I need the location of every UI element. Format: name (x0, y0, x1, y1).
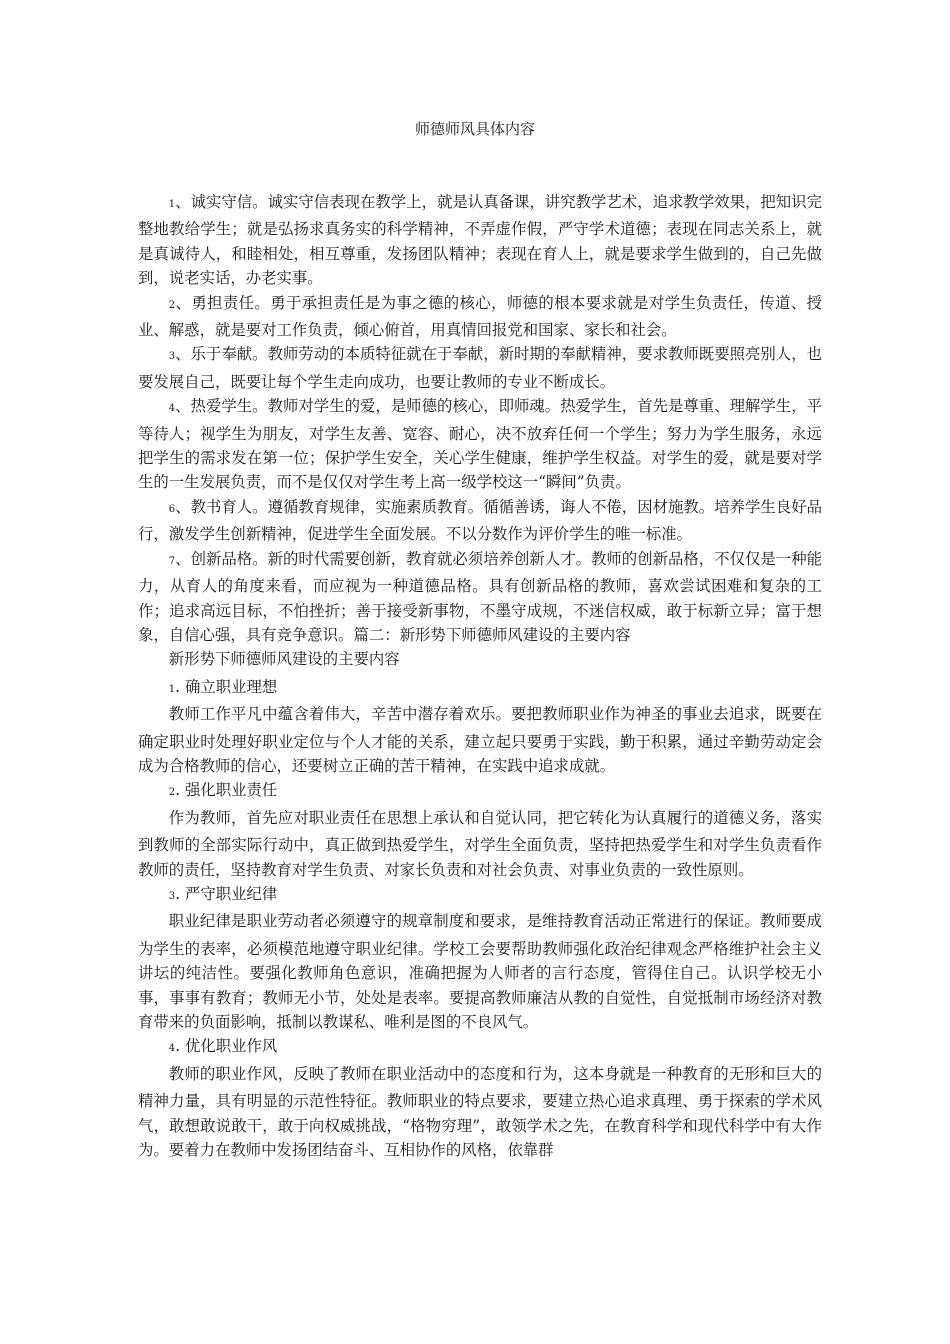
paragraph-discipline (138, 909, 822, 1034)
paragraph-innovation (138, 547, 822, 648)
paragraph-dedication (138, 342, 822, 394)
document-body (138, 190, 822, 1162)
paragraph-text: 作为教师，首先应对职业责任在思想上承认和自觉认同，把它转化为认真履行的道德义务，落实到教师的全部实际行动中，真正做到热爱学生，对学生全面负责，坚持把热爱学生和对学生负责看作教师的责任，坚持教育对学生负责、对家长负责和对社会负责、对事业负责的一致性原则。 (138, 808, 822, 879)
item-number: 1 (168, 199, 176, 210)
item-number: 7 (168, 555, 176, 567)
subheading-ideal (138, 675, 822, 702)
paragraph-text: 新形势下师德师风建设的主要内容 (168, 650, 400, 669)
item-number: 3 (168, 890, 176, 902)
paragraph-style (138, 1062, 822, 1163)
paragraph-ideal (138, 702, 822, 778)
paragraph-text: . 优化职业作风 (175, 1037, 278, 1056)
paragraph-text: 、乐于奉献。教师劳动的本质特征就在于奉献，新时期的奉献精神，要求教师既要照亮别人，也要发展自己，既要让每个学生走向成功，也要让教师的专业不断成长。 (138, 345, 822, 391)
subheading-responsibility (138, 778, 822, 805)
subheading-style (138, 1034, 822, 1061)
item-number: 4 (168, 1043, 176, 1055)
paragraph-text: . 强化职业责任 (175, 781, 278, 800)
paragraph-text: 职业纪律是职业劳动者必须遵守的规章制度和要求，是维持教育活动正常进行的保证。教师要成为学生的表率，必须模范地遵守职业纪律。学校工会要帮助教师强化政治纪律观念严格维护社会主义讲坛的纯洁性。要强化教师角色意识，准确把握为人师者的言行态度，管得住自己。认识学校无小事，事事有教育；教师无小节，处处是表率。要提高教师廉洁从教的自觉性，自觉抵制市场经济对教育带来的负面影响，抵制以教谋私、唯利是图的不良风气。 (138, 912, 822, 1031)
paragraph-teaching (138, 495, 822, 547)
paragraph-love-students (138, 394, 822, 495)
subheading-discipline (138, 882, 822, 909)
section-heading (138, 647, 822, 674)
paragraph-text: 、热爱学生。教师对学生的爱，是师德的核心，即师魂。热爱学生，首先是尊重、理解学生，平等待人；视学生为朋友，对学生友善、宽容、耐心，决不放弃任何一个学生；努力为学生服务，永远把学生的需求发在第一位；保护学生安全，关心学生健康，维护学生权益。对学生的爱，就是要对学生的一生发展负责，而不是仅仅对学生考上高一级学校这一“瞬间”负责。 (138, 397, 822, 492)
paragraph-text: 教师工作平凡中蕴含着伟大，辛苦中潜存着欢乐。要把教师职业作为神圣的事业去追求，既要在确定职业时处理好职业定位与个人才能的关系，建立起只要勇于实践，勤于积累，通过辛勤劳动定会成为合格教师的信心，还要树立正确的苦干精神，在实践中追求成就。 (138, 705, 822, 775)
paragraph-text: 、教书育人。遵循教育规律，实施素质教育。循循善诱，诲人不倦，因材施教。培养学生良好品行，激发学生创新精神，促进学生全面发展。不以分数作为评价学生的唯一标准。 (138, 497, 822, 544)
item-number: 1 (168, 683, 176, 695)
item-number: 2 (168, 787, 176, 799)
paragraph-duty (138, 806, 822, 882)
paragraph-text: 、创新品格。新的时代需要创新，教育就必须培养创新人才。教师的创新品格，不仅仅是一种能力，从育人的角度来看，而应视为一种道德品格。具有创新品格的教师，喜欢尝试困难和复杂的工作；追求高远目标，不怕挫折；善于接受新事物，不墨守成规，不迷信权威，敢于标新立异；富于想象，自信心强，具有竞争意识。篇二：新形势下师德师风建设的主要内容 (138, 549, 822, 644)
paragraph-text: 、诚实守信。诚实守信表现在教学上，就是认真备课，讲究教学艺术，追求教学效果，把知识完整地教给学生；就是弘扬求真务实的科学精神，不弄虚作假，严守学术道德；表现在同志关系上，就是真诚待人，和睦相处，相互尊重，发扬团队精神；表现在育人上，就是要求学生做到的，自己先做到，说老实话，办老实事。 (138, 193, 822, 288)
paragraph-text: 教师的职业作风，反映了教师在职业活动中的态度和行为，这本身就是一种教育的无形和巨大的精神力量，具有明显的示范性特征。教师职业的特点要求，要建立热心追求真理、勇于探索的学术风气，敢想敢说敢干，敢于向权威挑战，“格物穷理”，敢领学术之先，在教育科学和现代科学中有大作为。要着力在教师中发扬团结奋斗、互相协作的风格，依靠群 (138, 1064, 822, 1160)
item-number: 3 (168, 351, 176, 363)
paragraph-text: 、勇担责任。勇于承担责任是为事之德的核心，师德的根本要求就是对学生负责任，传道、授业、解惑，就是要对工作负责，倾心俯首，用真情回报党和国家、家长和社会。 (138, 293, 822, 340)
paragraph-text: . 确立职业理想 (175, 677, 278, 696)
item-number: 4 (168, 403, 176, 415)
item-number: 2 (168, 299, 176, 311)
paragraph-responsibility (138, 291, 822, 343)
document-title: 师德师风具体内容 (414, 120, 535, 138)
paragraph-honesty (138, 190, 822, 291)
item-number: 6 (168, 503, 176, 515)
paragraph-text: . 严守职业纪律 (175, 884, 278, 903)
